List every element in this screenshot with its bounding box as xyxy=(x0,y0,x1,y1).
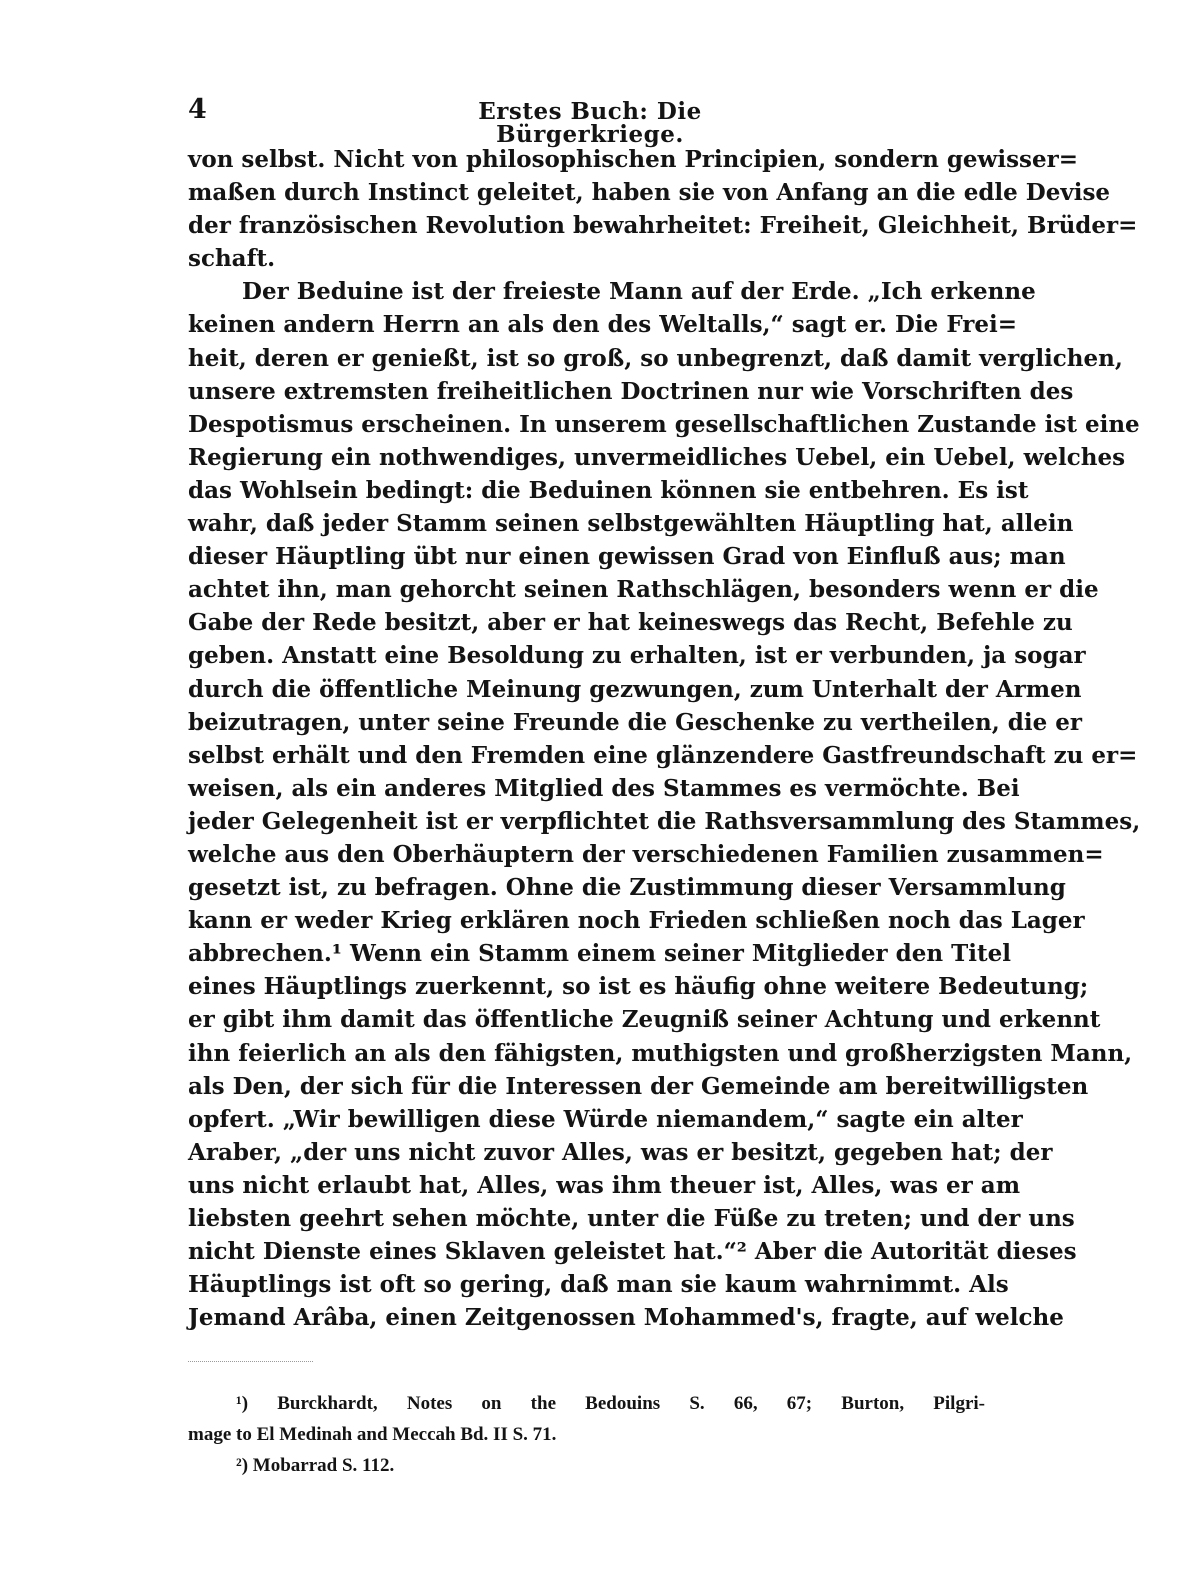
text-line: der französischen Revolution bewahrheitet: Freiheit, Gleichheit, Brüder= xyxy=(188,212,1138,240)
text-line: ihn feierlich an als den fähigsten, muthigsten und großherzigsten Mann, xyxy=(188,1039,1133,1067)
text-line: Araber, „der uns nicht zuvor Alles, was er besitzt, gegeben hat; der xyxy=(188,1138,1053,1166)
text-line: Gabe der Rede besitzt, aber er hat keineswegs das Recht, Befehle zu xyxy=(188,609,1073,637)
text-line: maßen durch Instinct geleitet, haben sie von Anfang an die edle Devise xyxy=(188,179,1111,207)
text-line: unsere extremsten freiheitlichen Doctrinen nur wie Vorschriften des xyxy=(188,377,1074,405)
text-line: er gibt ihm damit das öffentliche Zeugniß seiner Achtung und erkennt xyxy=(188,1006,1101,1034)
text-line: weisen, als ein anderes Mitglied des Stammes es vermöchte. Bei xyxy=(188,774,1020,802)
text-line: als Den, der sich für die Interessen der Gemeinde am bereitwilligsten xyxy=(188,1072,1089,1100)
text-line: schaft. xyxy=(188,245,276,273)
text-line: beizutragen, unter seine Freunde die Geschenke zu vertheilen, die er xyxy=(188,708,1082,736)
text-line: Der Beduine ist der freieste Mann auf der Erde. „Ich erkenne xyxy=(242,278,1036,306)
footnote-line: ¹) Burckhardt, Notes on the Bedouins S. 66, 67; Burton, Pilgri- xyxy=(236,1393,985,1414)
text-line: liebsten geehrt sehen möchte, unter die Füße zu treten; und der uns xyxy=(188,1205,1075,1232)
running-head: Erstes Buch: Die Bürgerkriege. xyxy=(478,98,702,148)
text-line: uns nicht erlaubt hat, Alles, was ihm theuer ist, Alles, was er am xyxy=(188,1171,1021,1199)
text-line: dieser Häuptling übt nur einen gewissen Grad von Einfluß aus; man xyxy=(188,543,1066,571)
text-line: Jemand Arâba, einen Zeitgenossen Mohammed's, fragte, auf welche xyxy=(188,1304,1064,1332)
text-line: heit, deren er genießt, ist so groß, so unbegrenzt, daß damit verglichen, xyxy=(188,344,1123,372)
footnotes xyxy=(188,1388,985,1481)
text-line: Despotismus erscheinen. In unserem gesellschaftlichen Zustande ist eine xyxy=(188,410,1140,438)
text-line: das Wohlsein bedingt: die Beduinen können sie entbehren. Es ist xyxy=(188,476,1029,504)
text-line: jeder Gelegenheit ist er verpflichtet die Rathsversammlung des Stammes, xyxy=(188,807,1141,835)
text-line: Regierung ein nothwendiges, unvermeidliches Uebel, ein Uebel, welches xyxy=(188,443,1126,471)
text-line: kann er weder Krieg erklären noch Frieden schließen noch das Lager xyxy=(188,907,1085,935)
text-line: abbrechen.¹ Wenn ein Stamm einem seiner Mitglieder den Titel xyxy=(188,940,1011,968)
text-line: durch die öffentliche Meinung gezwungen, zum Unterhalt der Armen xyxy=(188,675,1082,703)
text-line: gesetzt ist, zu befragen. Ohne die Zustimmung dieser Versammlung xyxy=(188,874,1066,902)
text-line: welche aus den Oberhäuptern der verschiedenen Familien zusammen= xyxy=(188,840,1104,868)
page-number: 4 xyxy=(188,94,207,125)
text-line: von selbst. Nicht von philosophischen Principien, sondern gewisser= xyxy=(188,146,1079,173)
footnote-line: mage to El Medinah and Meccah Bd. II S. 71. xyxy=(188,1424,557,1445)
text-line: achtet ihn, man gehorcht seinen Rathschlägen, besonders wenn er die xyxy=(188,576,1099,604)
footnote-line: ²) Mobarrad S. 112. xyxy=(236,1455,395,1476)
body-text xyxy=(188,143,1141,1334)
footnote-separator xyxy=(188,1361,313,1362)
text-line: selbst erhält und den Fremden eine glänzendere Gastfreundschaft zu er= xyxy=(188,741,1138,769)
text-line: opfert. „Wir bewilligen diese Würde niemandem,“ sagte ein alter xyxy=(188,1105,1023,1133)
text-line: wahr, daß jeder Stamm seinen selbstgewählten Häuptling hat, allein xyxy=(188,510,1074,538)
text-line: geben. Anstatt eine Besoldung zu erhalten, ist er verbunden, ja sogar xyxy=(188,642,1086,670)
text-line: keinen andern Herrn an als den des Weltalls,“ sagt er. Die Frei= xyxy=(188,311,1017,339)
text-line: Häuptlings ist oft so gering, daß man sie kaum wahrnimmt. Als xyxy=(188,1271,1009,1299)
text-line: nicht Dienste eines Sklaven geleistet hat.“² Aber die Autorität dieses xyxy=(188,1238,1077,1266)
text-line: eines Häuptlings zuerkennt, so ist es häufig ohne weitere Bedeutung; xyxy=(188,973,1089,1001)
